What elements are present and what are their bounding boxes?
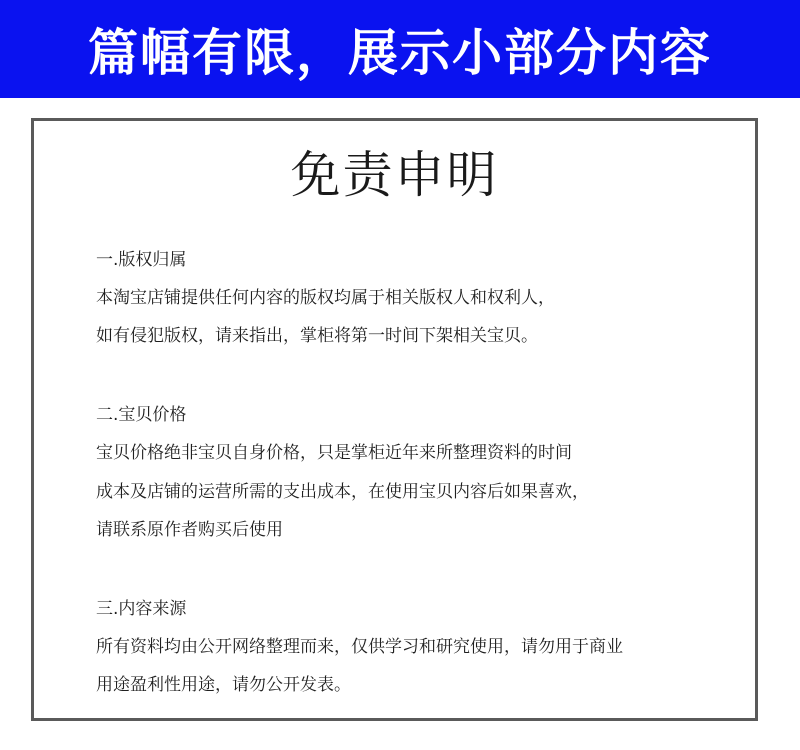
section-line: 请联系原作者购买后使用 (96, 520, 283, 540)
disclaimer-card (31, 118, 758, 721)
section-heading-copyright: 一.版权归属 (96, 250, 187, 270)
section-line: 宝贝价格绝非宝贝自身价格，只是掌柜近年来所整理资料的时间 (96, 443, 572, 463)
top-banner (0, 0, 800, 98)
disclaimer-title: 免责申明 (290, 146, 499, 204)
section-heading-price: 二.宝贝价格 (96, 405, 187, 425)
section-line: 本淘宝店铺提供任何内容的版权均属于相关版权人和权利人， (96, 288, 555, 308)
section-line: 成本及店铺的运营所需的支出成本，在使用宝贝内容后如果喜欢， (96, 482, 589, 502)
section-line: 用途盈利性用途，请勿公开发表。 (96, 675, 351, 695)
banner-text: 篇幅有限，展示小部分内容 (88, 24, 712, 82)
section-line: 所有资料均由公开网络整理而来，仅供学习和研究使用，请勿用于商业 (96, 637, 623, 657)
section-heading-source: 三.内容来源 (96, 599, 187, 619)
section-line: 如有侵犯版权，请来指出，掌柜将第一时间下架相关宝贝。 (96, 326, 538, 346)
